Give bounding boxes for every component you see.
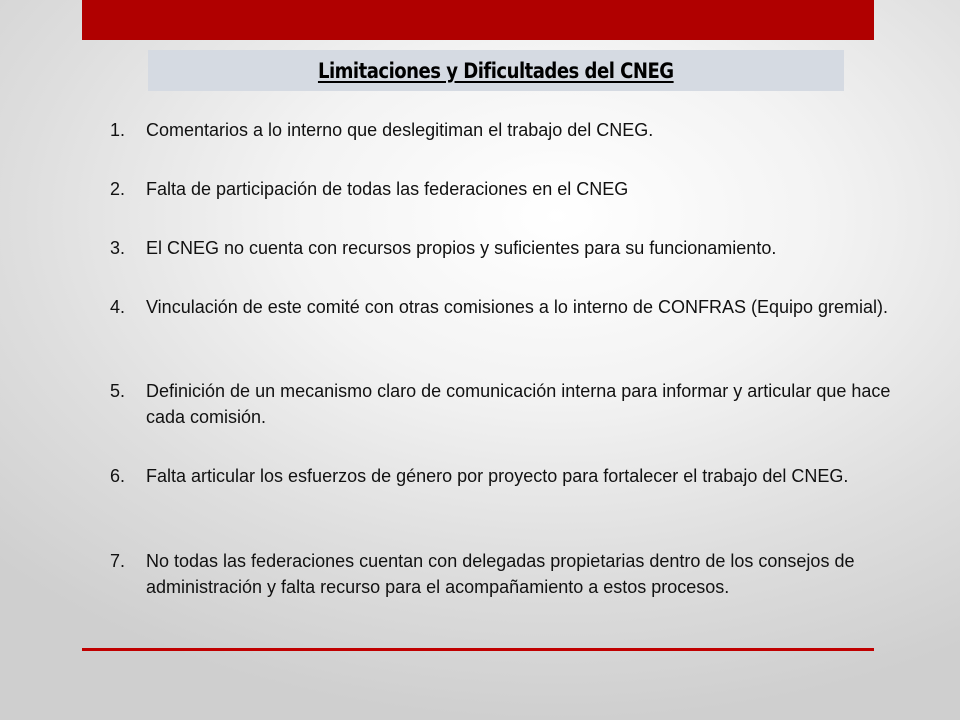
item-text: Falta articular los esfuerzos de género por proyecto para fortalecer el trabajo del CNEG. — [146, 466, 849, 486]
list-item — [110, 463, 900, 489]
item-number: 5. — [110, 381, 126, 401]
list-item — [110, 548, 900, 600]
item-text: Definición de un mecanismo claro de comunicación interna para informar y articular que hace cada comisión. — [146, 381, 891, 427]
list-item — [110, 235, 900, 261]
item-text: Comentarios a lo interno que deslegitiman el trabajo del CNEG. — [146, 120, 654, 140]
item-number: 4. — [110, 297, 126, 317]
item-text: No todas las federaciones cuentan con delegadas propietarias dentro de los consejos de administración y falta recurso para el acompañamiento a estos procesos. — [146, 551, 855, 597]
list-item — [110, 294, 900, 320]
item-number: 7. — [110, 551, 126, 571]
item-text: Falta de participación de todas las federaciones en el CNEG — [146, 179, 629, 199]
item-number: 6. — [110, 466, 126, 486]
item-number: 3. — [110, 238, 126, 258]
list-item — [110, 378, 900, 430]
item-text: El CNEG no cuenta con recursos propios y suficientes para su funcionamiento. — [146, 238, 777, 258]
item-number: 1. — [110, 120, 126, 140]
title-banner — [148, 50, 844, 91]
list-item — [110, 176, 900, 202]
slide-title: Limitaciones y Dificultades del CNEG — [318, 58, 674, 83]
item-number: 2. — [110, 179, 126, 199]
bottom-divider — [82, 648, 874, 651]
list-item — [110, 117, 900, 143]
top-accent-bar — [82, 0, 874, 40]
item-text: Vinculación de este comité con otras comisiones a lo interno de CONFRAS (Equipo gremial). — [146, 297, 889, 317]
